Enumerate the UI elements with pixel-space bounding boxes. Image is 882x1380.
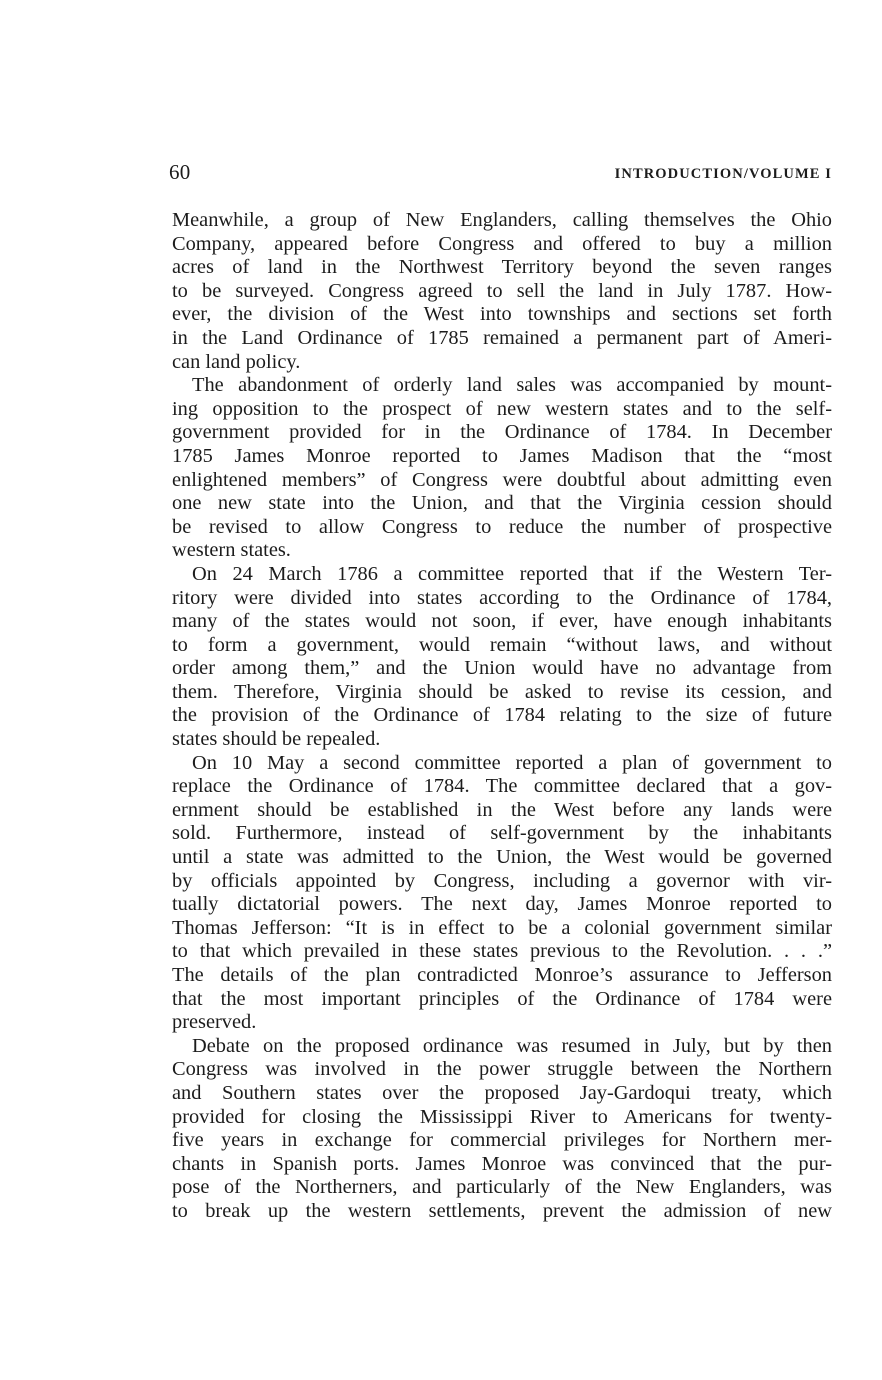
text-line: many of the states would not soon, if ever, have enough inhabitants bbox=[172, 610, 832, 633]
text-line: Company, appeared before Congress and offered to buy a million bbox=[172, 232, 832, 255]
text-line: Debate on the proposed ordinance was resumed in July, but by then bbox=[192, 1034, 832, 1057]
running-head bbox=[169, 156, 832, 192]
text-line: five years in exchange for commercial privileges for Northern mer- bbox=[172, 1129, 832, 1152]
text-line: that the most important principles of the Ordinance of 1784 were bbox=[172, 987, 832, 1010]
text-line: acres of land in the Northwest Territory beyond the seven ranges bbox=[172, 256, 832, 279]
paragraph bbox=[172, 374, 832, 563]
text-line: ernment should be established in the West before any lands were bbox=[172, 798, 832, 821]
text-line: pose of the Northerners, and particularly of the New Englanders, was bbox=[172, 1176, 832, 1199]
text-line: ritory were divided into states according to the Ordinance of 1784, bbox=[172, 586, 832, 609]
text-line: replace the Ordinance of 1784. The committee declared that a gov- bbox=[172, 775, 832, 798]
text-line: government provided for in the Ordinance of 1784. In December bbox=[172, 421, 832, 444]
text-line: The abandonment of orderly land sales was accompanied by mount- bbox=[192, 374, 832, 397]
text-line: ever, the division of the West into townships and sections set forth bbox=[172, 303, 832, 326]
text-line: western states. bbox=[172, 539, 291, 562]
text-line: one new state into the Union, and that the Virginia cession should bbox=[172, 492, 832, 515]
text-line: and Southern states over the proposed Jay-Gardoqui treaty, which bbox=[172, 1081, 832, 1104]
text-line: On 10 May a second committee reported a plan of government to bbox=[192, 751, 832, 774]
text-line: to break up the western settlements, prevent the admission of new bbox=[172, 1199, 832, 1222]
text-line: tually dictatorial powers. The next day, James Monroe reported to bbox=[172, 893, 832, 916]
text-line: the provision of the Ordinance of 1784 relating to the size of future bbox=[172, 704, 832, 727]
text-line: On 24 March 1786 a committee reported that if the Western Ter- bbox=[192, 562, 832, 585]
page-number: 60 bbox=[169, 160, 191, 184]
text-line: can land policy. bbox=[172, 350, 301, 373]
text-line: ing opposition to the prospect of new western states and to the self- bbox=[172, 397, 832, 420]
text-line: 1785 James Monroe reported to James Madison that the “most bbox=[172, 444, 832, 467]
text-line: states should be repealed. bbox=[172, 728, 381, 751]
text-line: to be surveyed. Congress agreed to sell the land in July 1787. How- bbox=[172, 279, 832, 302]
text-line: order among them,” and the Union would have no advantage from bbox=[172, 657, 832, 680]
text-line: sold. Furthermore, instead of self-government by the inhabitants bbox=[172, 822, 832, 845]
paragraph bbox=[172, 563, 832, 752]
running-title: INTRODUCTION/VOLUME I bbox=[614, 166, 832, 182]
text-line: them. Therefore, Virginia should be asked to revise its cession, and bbox=[172, 680, 832, 703]
text-line: Congress was involved in the power struggle between the Northern bbox=[172, 1058, 832, 1081]
book-page bbox=[169, 156, 832, 1224]
text-line: provided for closing the Mississippi River to Americans for twenty- bbox=[172, 1105, 832, 1128]
text-line: be revised to allow Congress to reduce the number of prospective bbox=[172, 515, 832, 538]
text-line: chants in Spanish ports. James Monroe was convinced that the pur- bbox=[172, 1152, 832, 1175]
text-line: Meanwhile, a group of New Englanders, calling themselves the Ohio bbox=[172, 209, 832, 231]
text-line: in the Land Ordinance of 1785 remained a permanent part of Ameri- bbox=[172, 326, 832, 349]
text-line: preserved. bbox=[172, 1011, 257, 1034]
text-line: until a state was admitted to the Union, the West would be governed bbox=[172, 846, 832, 869]
paragraph bbox=[172, 752, 832, 1035]
body-text bbox=[172, 209, 832, 1224]
text-line: to that which prevailed in these states previous to the Revolution. . . .” bbox=[172, 940, 832, 963]
text-line: Thomas Jefferson: “It is in effect to be a colonial government similar bbox=[172, 916, 832, 939]
text-line: to form a government, would remain “without laws, and without bbox=[172, 633, 832, 656]
paragraph bbox=[172, 1035, 832, 1224]
text-line: by officials appointed by Congress, including a governor with vir- bbox=[172, 869, 832, 892]
text-line: enlightened members” of Congress were doubtful about admitting even bbox=[172, 468, 832, 491]
paragraph bbox=[172, 209, 832, 374]
text-line: The details of the plan contradicted Monroe’s assurance to Jefferson bbox=[172, 964, 832, 986]
